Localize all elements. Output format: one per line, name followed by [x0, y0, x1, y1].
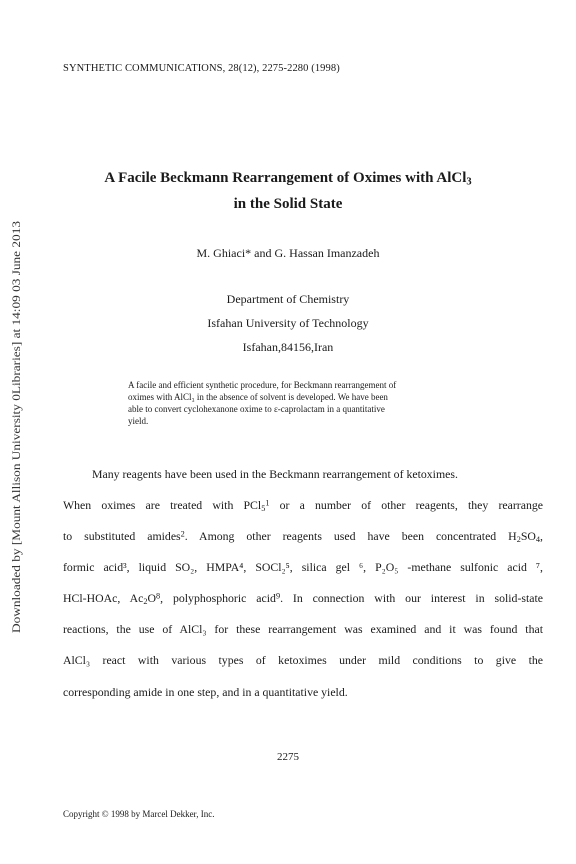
journal-header: SYNTHETIC COMMUNICATIONS, 28(12), 2275-2280 (1998) [63, 63, 340, 74]
affiliation-department: Department of Chemistry [226, 292, 350, 306]
body-line-4: formic acid³, liquid SO₂, HMPA⁴, SOCl₂⁵, silica gel ⁶, P₂O₅ -methane sulfonic acid ⁷, [63, 560, 543, 574]
affiliation-university: Isfahan University of Technology [207, 316, 369, 330]
paper-title-line-1: A Facile Beckmann Rearrangement of Oximes with AlCl$_3$ [104, 170, 472, 188]
authors: M. Ghiaci* and G. Hassan Imanzadeh [196, 246, 380, 260]
download-notice-text: Downloaded by [Mount Allison University 0Libraries] at 14:09 03 June 2013 [11, 276, 23, 633]
affiliation-address: Isfahan,84156,Iran [242, 340, 334, 354]
body-line-2: When oximes are treated with PCl$_5^1$ or a number of other reagents, they rearrange [63, 498, 544, 514]
abstract-line: oximes with AlCl₃ in the absence of solvent is developed. We have been [128, 392, 388, 402]
paper-title-line-2: in the Solid State [233, 196, 343, 212]
download-notice [8, 215, 24, 635]
body-line-5: HCl-HOAc, $Ac_2O^8$, polyphosphoric acid$^9$. In connection with our interest in solid-state [63, 591, 543, 607]
abstract [128, 379, 458, 427]
body-line-3: to substituted amides$^2$. Among other reagents used have been concentrated $H_2SO_4$, [63, 529, 543, 545]
abstract-line: able to convert cyclohexanone oxime to ε-caprolactam in a quantitative [128, 404, 385, 414]
body-line-6: reactions, the use of AlCl₃ for these rearrangement was examined and it was found that [63, 622, 543, 636]
body-line-1: Many reagents have been used in the Beckmann rearrangement of ketoximes. [92, 467, 458, 481]
page-number: 2275 [277, 751, 299, 763]
abstract-line: yield. [128, 416, 149, 426]
abstract-line: A facile and efficient synthetic procedure, for Beckmann rearrangement of [128, 380, 397, 390]
body-line-8: corresponding amide in one step, and in a quantitative yield. [63, 685, 348, 699]
copyright-notice: Copyright © 1998 by Marcel Dekker, Inc. [63, 809, 215, 819]
body-line-7: AlCl₃ react with various types of ketoximes under mild conditions to give the [63, 653, 543, 667]
